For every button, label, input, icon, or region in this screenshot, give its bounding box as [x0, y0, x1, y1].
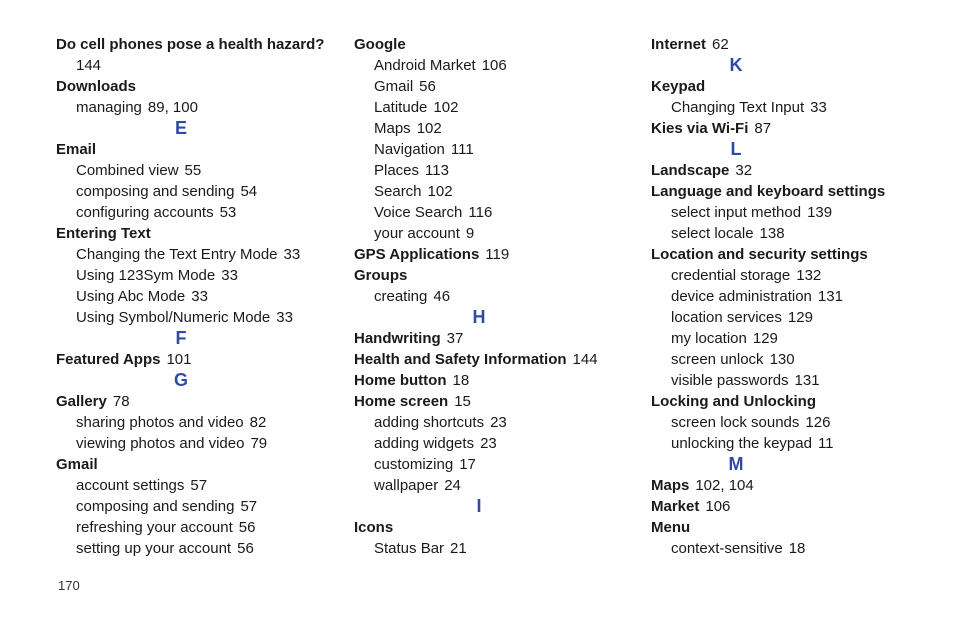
page-reference: 32	[735, 162, 753, 179]
page-reference: 144	[76, 57, 102, 74]
entry-term: Navigation	[374, 141, 445, 158]
entry-term: Home screen	[354, 393, 449, 410]
index-subentry	[354, 181, 644, 202]
entry-term: your account	[374, 225, 460, 242]
entry-term: Home button	[354, 372, 447, 389]
index-entry	[651, 118, 941, 139]
index-subentry	[651, 202, 941, 223]
entry-term: Landscape	[651, 162, 730, 179]
entry-term: configuring accounts	[76, 204, 214, 221]
index-entry	[651, 496, 941, 517]
index-entry	[56, 223, 346, 244]
page-reference: 46	[433, 288, 451, 305]
page-reference: 15	[454, 393, 471, 410]
index-subentry	[354, 475, 644, 496]
entry-term: Android Market	[374, 57, 476, 74]
entry-term: Handwriting	[354, 330, 441, 347]
entry-term: Location and security settings	[651, 246, 868, 263]
page-reference: 87	[754, 120, 772, 137]
entry-term: creating	[374, 288, 428, 305]
entry-term: Featured Apps	[56, 351, 161, 368]
index-subentry	[354, 202, 644, 223]
entry-term: Health and Safety Information	[354, 351, 567, 368]
page-reference: 57	[240, 498, 258, 515]
entry-term: wallpaper	[374, 477, 439, 494]
index-entry	[354, 244, 644, 265]
page-reference: 132	[796, 267, 822, 284]
page-reference: 18	[452, 372, 470, 389]
section-letter: I	[476, 496, 482, 516]
index-entry	[651, 517, 941, 538]
entry-term: account settings	[76, 477, 185, 494]
index-subentry	[651, 370, 941, 391]
page-reference: 138	[759, 225, 785, 242]
page-reference: 116	[468, 204, 493, 221]
entry-term: adding shortcuts	[374, 414, 485, 431]
entry-term: GPS Applications	[354, 246, 480, 263]
page-reference: 106	[705, 498, 731, 515]
entry-term: Changing the Text Entry Mode	[76, 246, 278, 263]
entry-term: Latitude	[374, 99, 428, 116]
page-reference: 33	[221, 267, 238, 284]
index-column-3	[651, 34, 941, 559]
entry-term: composing and sending	[76, 183, 235, 200]
index-subentry	[354, 538, 644, 559]
index-subentry	[56, 517, 346, 538]
index-entry	[651, 475, 941, 496]
entry-term: customizing	[374, 456, 454, 473]
index-subentry	[56, 97, 346, 118]
page-reference: 131	[794, 372, 820, 389]
page-reference: 21	[450, 540, 467, 557]
index-entry	[354, 34, 644, 55]
index-entry	[651, 160, 941, 181]
page-reference: 11	[817, 435, 834, 452]
entry-term: Gmail	[374, 78, 414, 95]
index-subentry	[651, 223, 941, 244]
index-entry	[56, 454, 346, 475]
index-column-1	[56, 34, 346, 559]
page-reference: 57	[190, 477, 208, 494]
section-letter: K	[729, 55, 743, 75]
index-subentry	[354, 454, 644, 475]
entry-term: select locale	[671, 225, 754, 242]
entry-term: Menu	[651, 519, 691, 536]
entry-term: Internet	[651, 36, 707, 53]
entry-term: Icons	[354, 519, 394, 536]
index-subentry	[651, 349, 941, 370]
index-entry	[651, 76, 941, 97]
entry-term: Using Symbol/Numeric Mode	[76, 309, 271, 326]
entry-term: unlocking the keypad	[671, 435, 812, 452]
page-reference: 78	[112, 393, 130, 410]
index-entry	[56, 139, 346, 160]
index-subentry	[56, 55, 346, 76]
index-subentry	[651, 286, 941, 307]
page-reference: 53	[219, 204, 237, 221]
entry-term: Places	[374, 162, 420, 179]
page-reference: 111	[450, 141, 474, 158]
index-entry	[354, 349, 644, 370]
page-reference: 54	[240, 183, 258, 200]
index-entry	[56, 76, 346, 97]
page-reference: 56	[238, 519, 256, 536]
index-subentry	[56, 202, 346, 223]
entry-term: screen unlock	[671, 351, 764, 368]
index-subentry	[56, 433, 346, 454]
entry-term: Using 123Sym Mode	[76, 267, 216, 284]
index-subentry	[354, 139, 644, 160]
entry-term: Email	[56, 141, 97, 158]
section-letter: L	[730, 139, 742, 159]
entry-term: credential storage	[671, 267, 791, 284]
entry-term: location services	[671, 309, 782, 326]
entry-term: composing and sending	[76, 498, 235, 515]
page-reference: 102	[427, 183, 453, 200]
index-entry	[56, 391, 346, 412]
section-letter: H	[472, 307, 486, 327]
page-reference: 102	[433, 99, 459, 116]
entry-term: Using Abc Mode	[76, 288, 186, 305]
entry-term: Gallery	[56, 393, 107, 410]
index-subentry	[354, 223, 644, 244]
index-entry	[651, 181, 941, 202]
entry-term: viewing photos and video	[76, 435, 245, 452]
index-subentry	[56, 475, 346, 496]
entry-term: refreshing your account	[76, 519, 233, 536]
index-subentry	[354, 76, 644, 97]
index-subentry	[56, 286, 346, 307]
page-reference: 56	[237, 540, 254, 557]
entry-term: device administration	[671, 288, 812, 305]
page-reference: 113	[425, 162, 449, 179]
entry-term: visible passwords	[671, 372, 789, 389]
page-reference: 17	[459, 456, 476, 473]
page-reference: 126	[805, 414, 831, 431]
entry-term: Keypad	[651, 78, 706, 95]
page-reference: 24	[444, 477, 461, 494]
entry-term: Kies via Wi-Fi	[651, 120, 749, 137]
entry-term: Downloads	[56, 78, 137, 95]
page-reference: 144	[572, 351, 598, 368]
index-subentry	[354, 55, 644, 76]
entry-term: Gmail	[56, 456, 98, 473]
index-entry	[651, 391, 941, 412]
index-entry	[651, 34, 941, 55]
page-reference: 101	[166, 351, 192, 368]
page-reference: 62	[712, 36, 729, 53]
index-entry	[56, 349, 346, 370]
entry-term: Locking and Unlocking	[651, 393, 817, 410]
index-entry	[354, 328, 644, 349]
entry-term: Changing Text Input	[671, 99, 805, 116]
index-subentry	[56, 265, 346, 286]
page-reference: 119	[485, 246, 510, 263]
index-subentry	[354, 160, 644, 181]
entry-term: Maps	[651, 477, 690, 494]
entry-term: Google	[354, 36, 406, 53]
index-subentry	[651, 328, 941, 349]
index-subentry	[56, 160, 346, 181]
entry-term: Do cell phones pose a health hazard?	[56, 36, 325, 53]
entry-term: context-sensitive	[671, 540, 783, 557]
entry-term: Status Bar	[374, 540, 445, 557]
entry-term: Combined view	[76, 162, 179, 179]
index-subentry	[651, 538, 941, 559]
entry-term: setting up your account	[76, 540, 232, 557]
index-subentry	[56, 412, 346, 433]
entry-term: managing	[76, 99, 142, 116]
section-letter: F	[175, 328, 187, 348]
page-reference: 89, 100	[147, 99, 198, 116]
index-subentry	[354, 286, 644, 307]
page-reference: 82	[249, 414, 267, 431]
index-subentry	[354, 412, 644, 433]
index-subentry	[56, 307, 346, 328]
index-entry	[354, 265, 644, 286]
page-reference: 23	[490, 414, 507, 431]
entry-term: Search	[374, 183, 422, 200]
entry-term: sharing photos and video	[76, 414, 244, 431]
entry-term: adding widgets	[374, 435, 475, 452]
section-letter: G	[173, 370, 188, 390]
entry-term: Groups	[354, 267, 408, 284]
section-letter: E	[174, 118, 187, 138]
page-reference: 56	[419, 78, 436, 95]
page-reference: 106	[481, 57, 507, 74]
page-reference: 33	[283, 246, 301, 263]
page-reference: 129	[787, 309, 813, 326]
page-reference: 18	[788, 540, 806, 557]
index-entry	[56, 34, 346, 55]
page-reference: 33	[191, 288, 208, 305]
section-letter: M	[728, 454, 744, 474]
index-subentry	[354, 118, 644, 139]
index-subentry	[56, 538, 346, 559]
index-entry	[354, 391, 644, 412]
page-reference: 131	[817, 288, 843, 305]
index-subentry	[56, 496, 346, 517]
entry-term: select input method	[671, 204, 802, 221]
entry-term: my location	[671, 330, 747, 347]
entry-term: Voice Search	[374, 204, 463, 221]
index-subentry	[651, 433, 941, 454]
index-subentry	[354, 433, 644, 454]
page-reference: 33	[276, 309, 293, 326]
entry-term: Entering Text	[56, 225, 151, 242]
page-reference: 139	[807, 204, 833, 221]
index-subentry	[651, 412, 941, 433]
index-entry	[354, 517, 644, 538]
page-reference: 33	[810, 99, 827, 116]
entry-term: screen lock sounds	[671, 414, 800, 431]
index-column-2	[354, 34, 644, 559]
page-reference: 9	[465, 225, 475, 242]
entry-term: Maps	[374, 120, 411, 137]
page-number: 170	[58, 578, 80, 593]
index-subentry	[651, 97, 941, 118]
index-entry	[354, 370, 644, 391]
page-reference: 23	[480, 435, 497, 452]
page-reference: 130	[769, 351, 795, 368]
page-reference: 37	[446, 330, 464, 347]
page-reference: 79	[250, 435, 268, 452]
index-subentry	[56, 244, 346, 265]
index-subentry	[651, 265, 941, 286]
page-reference: 102	[416, 120, 442, 137]
page-reference: 129	[752, 330, 778, 347]
page-reference: 102, 104	[695, 477, 754, 494]
index-subentry	[354, 97, 644, 118]
index-subentry	[56, 181, 346, 202]
page-reference: 55	[184, 162, 202, 179]
index-entry	[651, 244, 941, 265]
index-subentry	[651, 307, 941, 328]
entry-term: Language and keyboard settings	[651, 183, 886, 200]
entry-term: Market	[651, 498, 700, 515]
